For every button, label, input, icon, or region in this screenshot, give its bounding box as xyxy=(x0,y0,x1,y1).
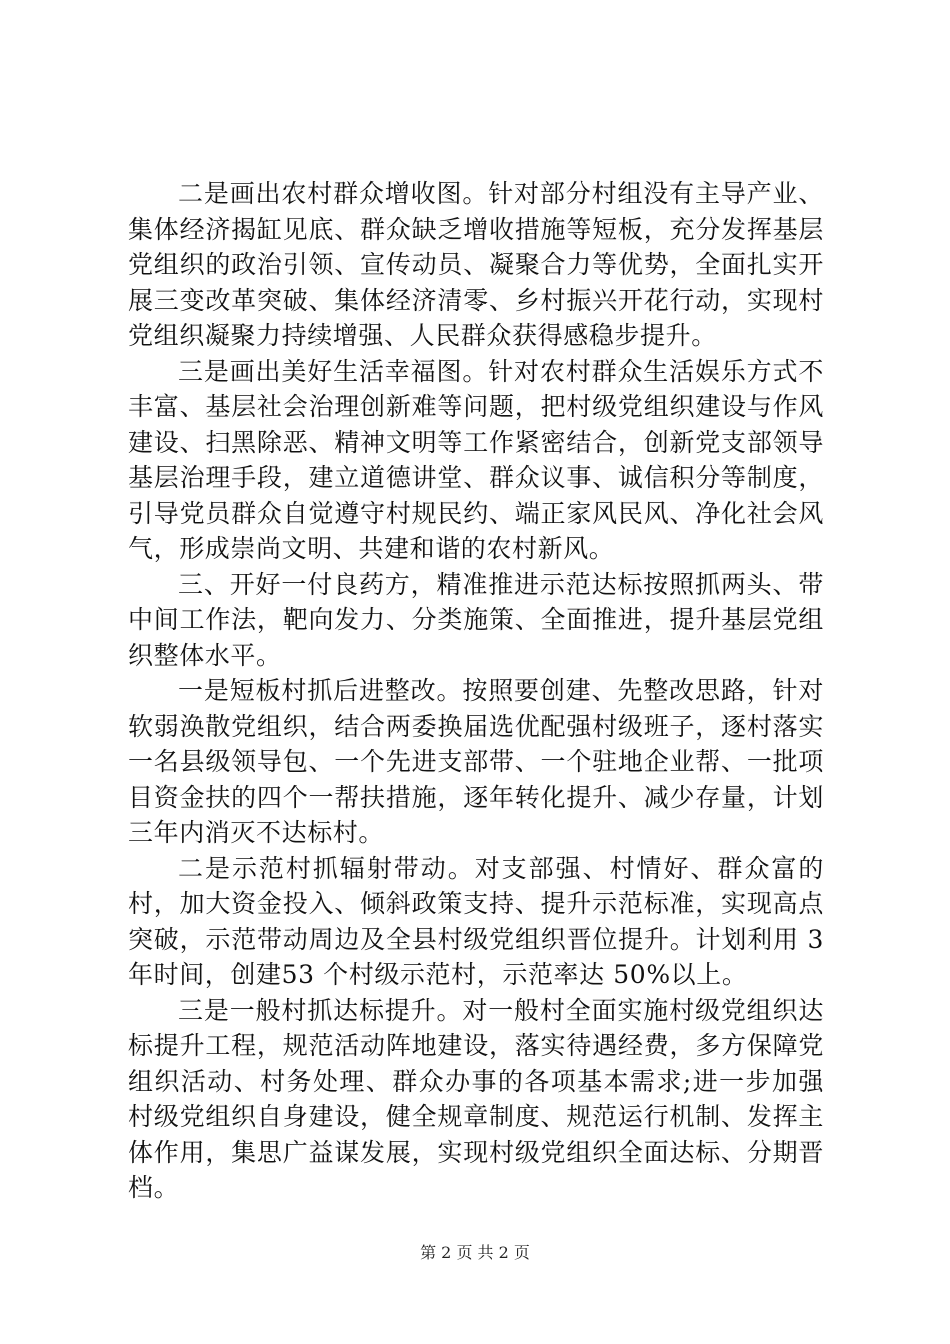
paragraph-section-three-heading: 三、开好一付良药方，精准推进示范达标按照抓两头、带中间工作法，靶向发力、分类施策、全面推进，提升基层党组织整体水平。 xyxy=(128,569,824,670)
page-number-footer: 第 2 页 共 2 页 xyxy=(420,1243,530,1262)
paragraph-happy-life: 三是画出美好生活幸福图。针对农村群众生活娱乐方式不丰富、基层社会治理创新难等问题，把村级党组织建设与作风建设、扫黑除恶、精神文明等工作紧密结合，创新党支部领导基层治理手段，建立道德讲堂、群众议事、诚信积分等制度，引导党员群众自觉遵守村规民约、端正家风民风、净化社会风气，形成崇尚文明、共建和谐的农村新风。 xyxy=(128,356,824,563)
paragraph-ordinary-villages: 三是一般村抓达标提升。对一般村全面实施村级党组织达标提升工程，规范活动阵地建设，落实待遇经费，多方保障党组织活动、村务处理、群众办事的各项基本需求;进一步加强村级党组织自身建设，健全规章制度、规范运行机制、发挥主体作用，集思广益谋发展，实现村级党组织全面达标、分期晋档。 xyxy=(128,995,824,1202)
paragraph-increase-income: 二是画出农村群众增收图。针对部分村组没有主导产业、集体经济揭缸见底、群众缺乏增收措施等短板，充分发挥基层党组织的政治引领、宣传动员、凝聚合力等优势，全面扎实开展三变改革突破、集体经济清零、乡村振兴开花行动，实现村党组织凝聚力持续增强、人民群众获得感稳步提升。 xyxy=(128,179,824,350)
paragraph-weak-villages: 一是短板村抓后进整改。按照要创建、先整改思路，针对软弱涣散党组织，结合两委换届选优配强村级班子，逐村落实一名县级领导包、一个先进支部带、一个驻地企业帮、一批项目资金扶的四个一帮扶措施，逐年转化提升、减少存量，计划三年内消灭不达标村。 xyxy=(128,676,824,847)
paragraph-model-villages: 二是示范村抓辐射带动。对支部强、村情好、群众富的村，加大资金投入、倾斜政策支持、提升示范标准，实现高点突破，示范带动周边及全县村级党组织晋位提升。计划利用 3 年时间，创建53 个村级示范村，示范率达 50%以上。 xyxy=(128,853,824,989)
document-body xyxy=(128,176,824,1206)
